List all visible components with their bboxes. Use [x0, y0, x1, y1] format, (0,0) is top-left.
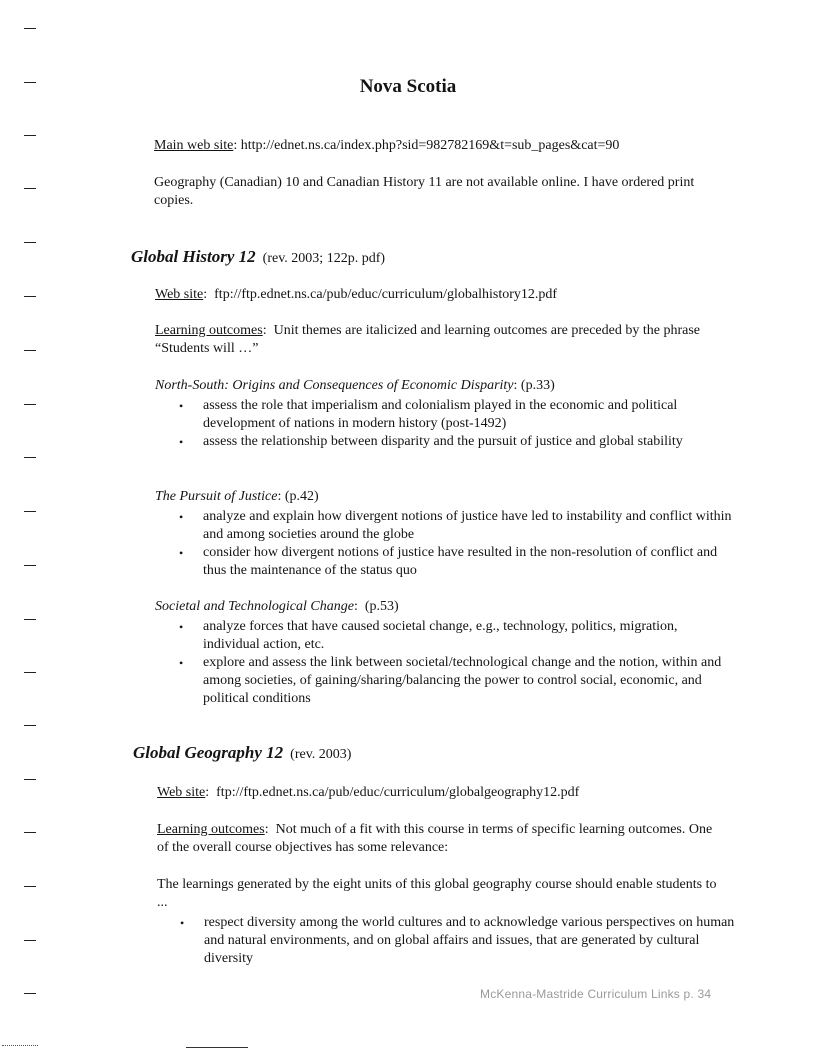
page-title: Nova Scotia [359, 76, 457, 97]
theme-page: (p.42) [284, 489, 319, 504]
learning-outcomes-label: Learning outcomes [155, 323, 263, 338]
global-geography-url[interactable]: ftp://ftp.ednet.ns.ca/pub/educ/curriculum/globalgeography12.pdf [216, 785, 580, 800]
global-geography-objectives [157, 876, 742, 968]
global-geography-web-line: Web site: ftp://ftp.ednet.ns.ca/pub/educ/curriculum/globalgeography12.pdf [157, 785, 580, 800]
learning-outcomes-text: Not much of a fit with this course in terms of specific learning outcomes. One of the overall course objectives has some relevance: [157, 822, 713, 855]
theme-page: (p.53) [364, 599, 399, 614]
margin-tick [24, 779, 36, 780]
web-site-label: Web site [157, 785, 206, 800]
theme-name: North-South: Origins and Consequences of Economic Disparity [155, 378, 514, 393]
bullet-list [155, 397, 735, 451]
global-history-url[interactable]: ftp://ftp.ednet.ns.ca/pub/educ/curriculum/globalhistory12.pdf [214, 287, 558, 302]
corner-mark [2, 1045, 38, 1046]
margin-tick [24, 242, 36, 243]
main-site-line: Main web site: http://ednet.ns.ca/index.php?sid=982782169&t=sub_pages&cat=90 [154, 138, 620, 153]
margin-tick [24, 28, 36, 29]
global-history-heading [131, 248, 731, 268]
theme-block: Societal and Technological Change: (p.53) • analyze forces that have caused societal change, e.g., technology, politics, migration, individual action, etc. • explore and assess the link between societal/technological change and the notion, within and among societies, of gaining/sharing/balancing the power to control social, economic, and political conditions [155, 598, 735, 708]
margin-tick [24, 619, 36, 620]
main-site-url[interactable]: http://ednet.ns.ca/index.php?sid=982782169&t=sub_pages&cat=90 [240, 138, 620, 153]
global-history-web-line: Web site: ftp://ftp.ednet.ns.ca/pub/educ/curriculum/globalhistory12.pdf [155, 287, 558, 302]
intro-note: Geography (Canadian) 10 and Canadian History 11 are not available online. I have ordered print copies. [154, 175, 695, 208]
lead-in-text: The learnings generated by the eight units of this global geography course should enable students to ... [157, 877, 717, 910]
global-geography-outcomes: Learning outcomes: Not much of a fit with this course in terms of specific learning outcomes. One of the overall course objectives has some relevance: [157, 822, 713, 855]
learning-outcomes-text: Unit themes are italicized and learning outcomes are preceded by the phrase “Students will …” [155, 323, 701, 356]
margin-tick [24, 350, 36, 351]
margin-tick [24, 511, 36, 512]
margin-tick [24, 296, 36, 297]
global-history-title: Global History 12 [131, 247, 256, 266]
list-item: • explore and assess the link between societal/technological change and the notion, within and among societies, of gaining/sharing/balancing the power to control social, economic, and political conditions [203, 654, 735, 708]
theme-block: The Pursuit of Justice: (p.42) • analyze and explain how divergent notions of justice have led to instability and conflict within and among societies around the globe • consider how divergent notions of justice have resulted in the non-resolution of conflict and thus the maintenance of the status quo [155, 488, 735, 580]
margin-tick [24, 672, 36, 673]
list-item: • analyze forces that have caused societal change, e.g., technology, politics, migration, individual action, etc. [203, 618, 735, 654]
page-footer: McKenna-Mastride Curriculum Links p. 34 [480, 987, 712, 1001]
margin-tick [24, 457, 36, 458]
list-item: • assess the relationship between disparity and the pursuit of justice and global stability [203, 433, 735, 451]
bullet-list [157, 914, 742, 968]
global-geography-title: Global Geography 12 [133, 743, 284, 762]
learning-outcomes-label: Learning outcomes [157, 822, 265, 837]
bullet-list [155, 618, 735, 708]
margin-tick [24, 404, 36, 405]
margin-tick [24, 725, 36, 726]
global-geography-rev: (rev. 2003) [290, 747, 352, 762]
margin-tick [24, 993, 36, 994]
global-history-outcomes: Learning outcomes: Unit themes are italicized and learning outcomes are preceded by the phrase “Students will …” [155, 323, 701, 356]
list-item: • assess the role that imperialism and colonialism played in the economic and political development of nations in modern history (post-1492) [203, 397, 735, 433]
list-item: • analyze and explain how divergent notions of justice have led to instability and conflict within and among societies around the globe [203, 508, 735, 544]
margin-ticks [0, 0, 40, 1056]
margin-tick [24, 565, 36, 566]
theme-block: North-South: Origins and Consequences of Economic Disparity: (p.33) • assess the role that imperialism and colonialism played in the economic and political development of nations in modern history (post-1492) • assess the relationship between disparity and the pursuit of justice and global stability [155, 377, 735, 451]
margin-tick [24, 188, 36, 189]
global-history-rev: (rev. 2003; 122p. pdf) [262, 251, 386, 266]
theme-name: Societal and Technological Change [155, 599, 354, 614]
list-item: • respect diversity among the world cultures and to acknowledge various perspectives on human and natural environments, and on global affairs and issues, that are generated by cultural diversity [204, 914, 742, 968]
margin-tick [24, 940, 36, 941]
bottom-rule [186, 1047, 248, 1048]
list-item: • consider how divergent notions of justice have resulted in the non-resolution of conflict and thus the maintenance of the status quo [203, 544, 735, 580]
bullet-list [155, 508, 735, 580]
theme-page: (p.33) [520, 378, 555, 393]
global-geography-heading [133, 744, 733, 764]
web-site-label: Web site [155, 287, 204, 302]
margin-tick [24, 886, 36, 887]
theme-name: The Pursuit of Justice [155, 489, 278, 504]
main-site-label: Main web site [154, 138, 234, 153]
margin-tick [24, 832, 36, 833]
margin-tick [24, 135, 36, 136]
